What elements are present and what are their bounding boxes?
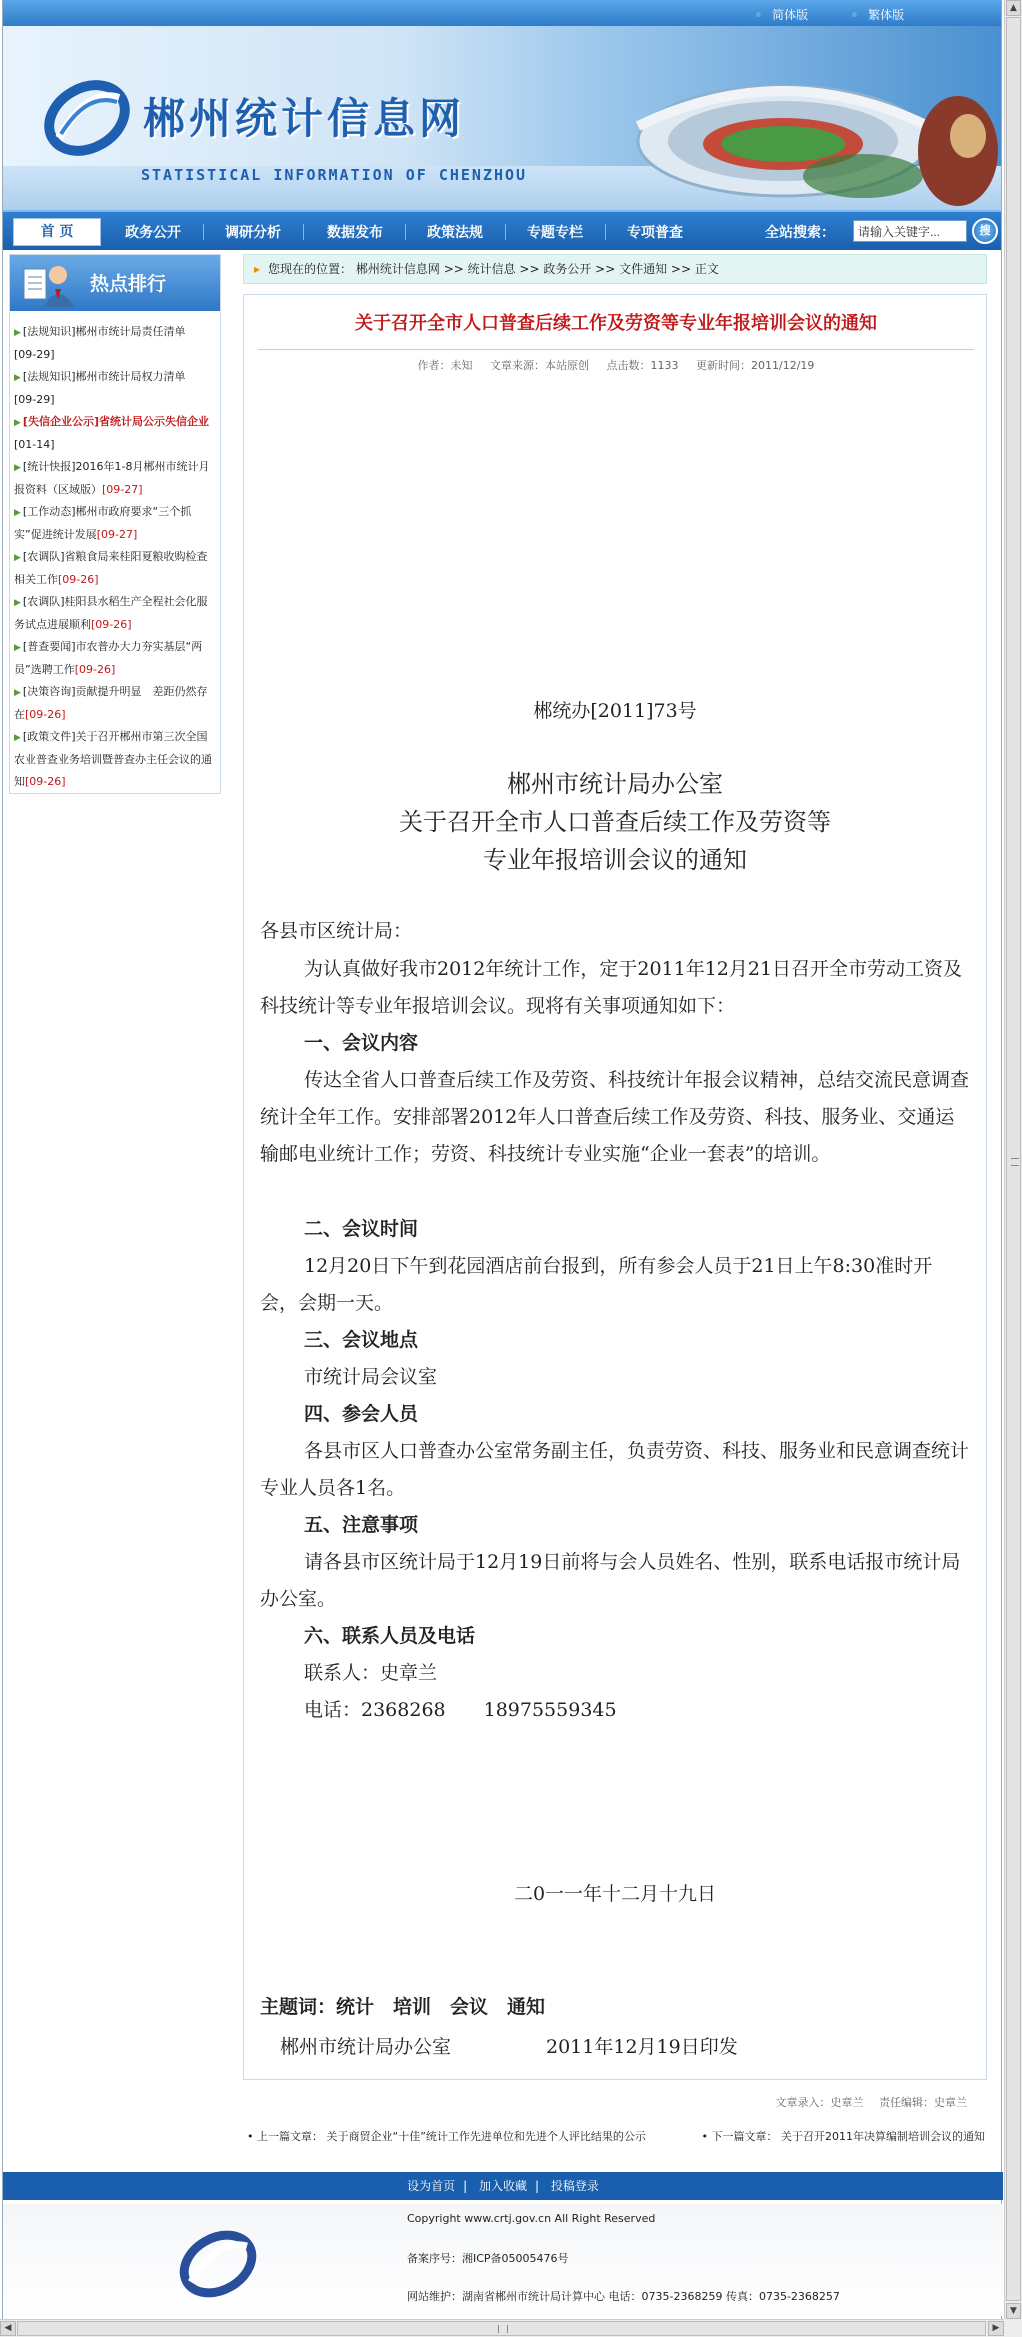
page-wrapper <box>2 0 1002 2319</box>
section-heading: 六、联系人员及电话 <box>304 1625 476 1647</box>
list-item[interactable] <box>14 366 216 411</box>
list-item-date: [09-26] <box>25 775 66 788</box>
section-body: 请各县市区统计局于12月19日前将与会人员姓名、性别，联系电话报市统计局办公室。 <box>260 1551 961 1610</box>
list-item-date: [09-27] <box>96 528 138 541</box>
site-logo-icon <box>39 68 135 164</box>
section-body: 市统计局会议室 <box>304 1366 438 1388</box>
site-subtitle: STATISTICAL INFORMATION OF CHENZHOU <box>141 166 528 184</box>
list-item[interactable] <box>14 411 216 456</box>
section-heading: 三、会议地点 <box>304 1329 419 1351</box>
search-input[interactable] <box>853 220 967 242</box>
breadcrumb <box>243 254 987 284</box>
nav-separator <box>505 224 506 240</box>
list-item-title[interactable]: [法规知识]郴州市统计局权力清单 <box>22 370 186 383</box>
list-item-title[interactable]: [政策文件]关于召开郴州市第三次全国农业普查业务培训暨普查办主任会议的通知 <box>14 730 212 788</box>
list-item[interactable] <box>14 636 216 681</box>
section-body: 12月20日下午到花园酒店前台报到，所有参会人员于21日上午8:30准时开会，会期一天。 <box>260 1255 933 1314</box>
list-item[interactable] <box>14 546 216 591</box>
traditional-link[interactable]: ◦ 繁体版 <box>851 6 904 23</box>
list-item[interactable] <box>14 456 216 501</box>
footer-nav: 设为首页 | 加入收藏 | 投稿登录 <box>3 2172 1003 2200</box>
list-item-date: [09-29] <box>14 393 55 406</box>
list-item-title[interactable]: [法规知识]郴州市统计局责任清单 <box>22 325 186 338</box>
scroll-right-icon[interactable]: ▶ <box>988 2321 1004 2336</box>
prev-article-text[interactable]: 上一篇文章： 关于商贸企业“十佳”统计工作先进单位和先进个人评比结果的公示 <box>257 2130 646 2143</box>
search-label: 全站搜索： <box>765 225 835 241</box>
hot-ranking-sidebar <box>9 254 221 794</box>
main-nav <box>3 210 1001 250</box>
contact-person: 联系人：史章兰 <box>304 1662 438 1684</box>
nav-data-release[interactable]: 数据发布 <box>327 225 383 241</box>
bullet-icon: ▶ <box>14 508 21 518</box>
section-heading: 二、会议时间 <box>304 1218 419 1240</box>
title-divider <box>258 349 974 350</box>
submit-login-link[interactable]: 投稿登录 <box>550 2179 599 2193</box>
list-item-date: [09-26] <box>91 618 132 631</box>
set-homepage-link[interactable]: 设为首页 <box>407 2179 456 2193</box>
contact-phone: 电话：2368268 18975559345 <box>304 1699 617 1721</box>
list-item-date: [09-26] <box>74 663 116 676</box>
scroll-thumb[interactable] <box>17 2321 986 2336</box>
grip-icon <box>498 2325 508 2333</box>
hot-list <box>10 321 220 793</box>
list-item[interactable] <box>14 726 216 793</box>
nav-policy[interactable]: 政策法规 <box>427 225 483 241</box>
bullet-icon: ▶ <box>14 643 21 653</box>
salutation: 各县市区统计局： <box>260 920 413 942</box>
list-item-title[interactable]: [工作动态]郴州市政府要求“三个抓实”促进统计发展 <box>14 505 192 541</box>
search-button[interactable]: 搜 <box>972 218 998 244</box>
bullet-icon: ▶ <box>14 328 21 338</box>
site-title: 郴州统计信息网 <box>143 94 466 143</box>
article-editors: 文章录入：史章兰 责任编辑：史章兰 <box>775 2096 967 2109</box>
section-heading: 五、注意事项 <box>304 1514 419 1536</box>
article-title: 关于召开全市人口普查后续工作及劳资等专业年报培训会议的通知 <box>355 313 877 334</box>
list-item-title[interactable]: [决策咨询]贡献提升明显 差距仍然存在 <box>14 685 208 721</box>
bullet-icon: ▶ <box>14 553 21 563</box>
scroll-up-icon[interactable]: ▲ <box>1006 0 1021 16</box>
user-avatar-icon <box>22 259 78 309</box>
list-item-date: [01-14] <box>14 438 55 451</box>
nav-gov-affairs[interactable]: 政务公开 <box>125 225 181 241</box>
sidebar-title: 热点排行 <box>90 273 167 295</box>
nav-census[interactable]: 专项普查 <box>627 225 683 241</box>
nav-separator <box>605 224 606 240</box>
footer-logo-icon <box>173 2220 263 2304</box>
nav-home[interactable]: 首 页 <box>13 218 101 246</box>
bullet-icon: ▶ <box>14 373 21 383</box>
list-item-title[interactable]: [农调队]省粮食局来桂阳夏粮收购检查相关工作 <box>14 550 208 586</box>
section-body: 各县市区人口普查办公室常务副主任，负责劳资、科技、服务业和民意调查统计专业人员各1名。 <box>260 1440 970 1499</box>
add-favorite-link[interactable]: 加入收藏 <box>478 2179 527 2193</box>
list-item-title[interactable]: [失信企业公示]省统计局公示失信企业 <box>22 415 209 428</box>
next-article-link[interactable]: • 下一篇文章： 关于召开2011年决算编制培训会议的通知 <box>701 2130 985 2143</box>
document-heading-line: 专业年报培训会议的通知 <box>483 846 747 874</box>
list-item-title[interactable]: [统计快报]2016年1-8月郴州市统计月报资料（区域版） <box>14 460 210 496</box>
stadium-image <box>613 56 1001 206</box>
arrow-icon: ▸ <box>254 262 261 276</box>
nav-separator <box>405 224 406 240</box>
list-item[interactable] <box>14 681 216 726</box>
simplified-link[interactable]: ◦ 简体版 <box>755 6 808 23</box>
article-meta: 作者：未知 文章来源：本站原创 点击数：1133 更新时间：2011/12/19 <box>417 359 815 372</box>
site-maintenance: 网站维护：湖南省郴州市统计局计算中心 电话：0735-2368259 传真：0735-2368257 <box>407 2290 840 2303</box>
next-article-text[interactable]: 下一篇文章： 关于召开2011年决算编制培训会议的通知 <box>711 2130 985 2143</box>
bullet-icon: ▶ <box>14 598 21 608</box>
document-number: 郴统办[2011]73号 <box>533 700 697 722</box>
banner <box>3 26 1001 210</box>
section-body: 传达全省人口普查后续工作及劳资、科技统计年报会议精神，总结交流民意调查统计全年工作。安排部署2012年人口普查后续工作及劳资、科技、服务业、交通运输邮电业统计工作；劳资、科技统计专业实施“企业一套表”的培训。 <box>260 1069 970 1165</box>
list-item-title[interactable]: [农调队]桂阳县水稻生产全程社会化服务试点进展顺利 <box>14 595 208 631</box>
list-item-date: [09-29] <box>14 348 55 361</box>
bullet-icon: ▶ <box>14 688 21 698</box>
scrollbar-corner <box>1004 2319 1022 2337</box>
top-bar <box>3 0 1001 26</box>
nav-separator <box>303 224 304 240</box>
document-heading-line: 郴州市统计局办公室 <box>507 770 723 798</box>
horizontal-scrollbar[interactable] <box>0 2319 1004 2337</box>
grip-icon <box>1011 1158 1019 1166</box>
list-item[interactable] <box>14 321 216 366</box>
nav-separator <box>203 224 204 240</box>
intro-paragraph: 为认真做好我市2012年统计工作，定于2011年12月21日召开全市劳动工资及科技统计等专业年报培训会议。现将有关事项通知如下： <box>260 958 963 1017</box>
list-item[interactable] <box>14 501 216 546</box>
article <box>243 294 987 2080</box>
list-item-date: [09-26] <box>58 573 99 586</box>
list-item-date: [09-26] <box>25 708 66 721</box>
vertical-scrollbar[interactable] <box>1004 0 1022 2319</box>
document-date: 二0一一年十二月十九日 <box>513 1883 717 1905</box>
prev-article-link[interactable]: • 上一篇文章： 关于商贸企业“十佳”统计工作先进单位和先进个人评比结果的公示 <box>247 2130 646 2143</box>
bullet-icon: ▶ <box>14 418 21 428</box>
nav-research[interactable]: 调研分析 <box>225 225 281 241</box>
keywords: 主题词：统计 培训 会议 通知 <box>260 1996 546 2018</box>
scroll-thumb[interactable] <box>1006 17 1021 2301</box>
list-item[interactable] <box>14 591 216 636</box>
scroll-down-icon[interactable]: ▼ <box>1006 2303 1021 2319</box>
footer <box>3 2204 1003 2316</box>
sidebar-header <box>10 255 220 311</box>
icp-number: 备案序号：湘ICP备05005476号 <box>407 2252 569 2265</box>
main-content <box>243 254 987 2058</box>
list-item-title[interactable]: [普查要闻]市农普办大力夯实基层“两员”选聘工作 <box>14 640 203 676</box>
bullet-icon: ▶ <box>14 733 21 743</box>
breadcrumb-prefix: 您现在的位置： <box>268 262 353 276</box>
list-item-date: [09-27] <box>102 483 143 496</box>
scroll-left-icon[interactable]: ◀ <box>0 2321 16 2336</box>
document-heading <box>260 765 970 879</box>
section-heading: 四、参会人员 <box>304 1403 419 1425</box>
bullet-icon: ▶ <box>14 463 21 473</box>
section-heading: 一、会议内容 <box>304 1032 419 1054</box>
issuer: 郴州市统计局办公室 2011年12月19日印发 <box>280 2036 738 2058</box>
nav-topics[interactable]: 专题专栏 <box>527 225 583 241</box>
document-heading-line: 关于召开全市人口普查后续工作及劳资等 <box>399 808 831 836</box>
breadcrumb-path[interactable]: 郴州统计信息网 >> 统计信息 >> 政务公开 >> 文件通知 >> 正文 <box>355 262 719 276</box>
copyright: Copyright www.crtj.gov.cn All Right Reserved <box>407 2212 656 2225</box>
